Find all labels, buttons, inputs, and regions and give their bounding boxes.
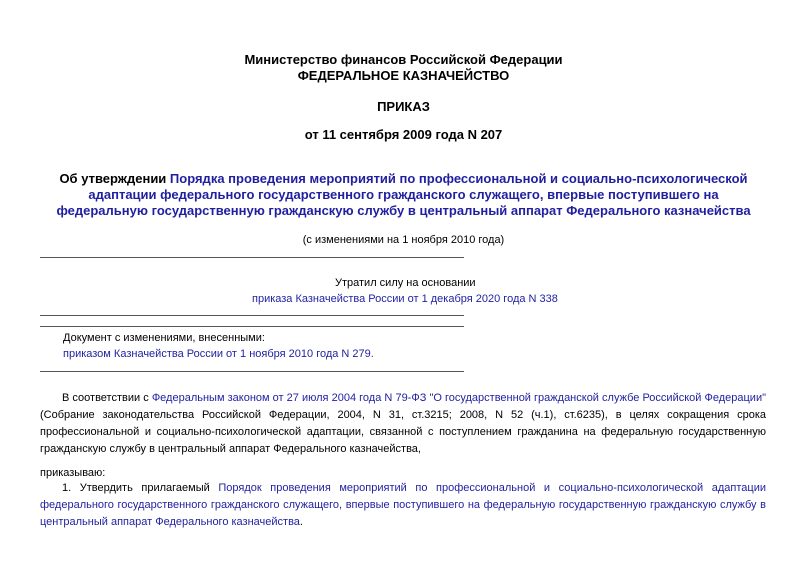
title-line-2: [20, 187, 787, 203]
item-1-suffix: .: [299, 516, 303, 528]
title-line-3: [20, 203, 787, 219]
title-link-line-3[interactable]: федеральную государственную гражданскую службу в центральный аппарат Федерального казначейства: [56, 203, 751, 218]
title-link-line-2[interactable]: адаптации федерального государственного гражданского служащего, впервые поступившего на: [88, 187, 719, 202]
changes-label: Документ с изменениями, внесенными:: [63, 332, 265, 344]
preamble-prefix: В соответствии с: [62, 392, 152, 404]
preamble-paragraph: [40, 390, 766, 458]
divider: [40, 257, 464, 258]
procedure-link[interactable]: Порядок проведения мероприятий по профессиональной и социально-психологической адаптации федерального государственного гражданского служащего, впервые поступившего на федеральную государственную гражданскую службу в центральный аппарат Федерального казначейства: [40, 482, 766, 528]
ministry-heading: Министерство финансов Российской Федерации: [244, 52, 563, 67]
divider: [40, 326, 464, 327]
preamble-rest: (Собрание законодательства Российской Федерации, 2004, N 31, ст.3215; 2008, N 52 (ч.1), ст.6235), в целях сокращения срока профессиональной и социально-психологической адаптации, связанной с поступлением гражданина на федеральную государственную гражданскую службу в центральный аппарат Федерального казначейства,: [40, 409, 766, 455]
treasury-heading: ФЕДЕРАЛЬНОЕ КАЗНАЧЕЙСТВО: [297, 68, 510, 83]
divider: [40, 315, 464, 316]
date-number-heading: от 11 сентября 2009 года N 207: [304, 127, 503, 142]
item-1-prefix: 1. Утвердить прилагаемый: [62, 482, 219, 494]
title-prefix: Об утверждении: [59, 171, 170, 186]
divider: [40, 371, 464, 372]
title-line-1: [20, 171, 787, 187]
repealed-label: Утратил силу на основании: [335, 277, 476, 289]
order-word: приказываю:: [40, 467, 106, 479]
item-1-paragraph: [40, 480, 766, 531]
doc-type-heading: ПРИКАЗ: [377, 99, 430, 114]
amendment-note: (с изменениями на 1 ноября 2010 года): [302, 234, 505, 246]
repealed-link[interactable]: приказа Казначейства России от 1 декабря 2020 года N 338: [252, 293, 558, 305]
title-link-line-1[interactable]: Порядка проведения мероприятий по профессиональной и социально-психологической: [169, 171, 748, 186]
changes-link[interactable]: приказом Казначейства России от 1 ноября 2010 года N 279.: [63, 348, 374, 360]
federal-law-link[interactable]: Федеральным законом от 27 июля 2004 года N 79-ФЗ "О государственной гражданской службе Российской Федерации": [151, 392, 766, 404]
